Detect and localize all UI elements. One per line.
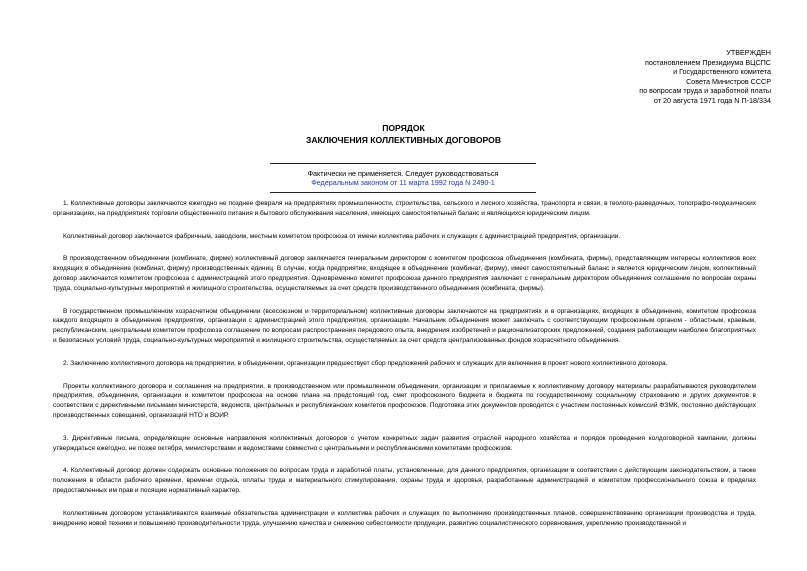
document-title	[0, 123, 807, 146]
approval-line: по вопросам труда и заработной платы	[639, 86, 771, 96]
note-divider-bottom	[270, 192, 536, 193]
paragraph: 1. Коллективные договоры заключаются ежегодно не позднее февраля на предприятиях промышленности, строительства, сельского и лесного хозяйства, транспорта и связи, в геолого-разведочных, топографо-геодезических организациях, на предприятиях торговли общественного питания и бытового обслуживания населения, имеющих самостоятельный баланс и являющихся юридическим лицом.	[53, 200, 756, 217]
approval-line: Совета Министров СССР	[686, 76, 771, 86]
paragraph: 3. Директивные письма, определяющие основные направления коллективных договоров с учетом конкретных задач развития отраслей народного хозяйства и порядок проведения колдоговорной кампании, должны утверждаться ежегодно, не позже октября, министерствами и ведомствами совместно с центральными и республиканскими комитетами профсоюзов.	[53, 434, 756, 452]
paragraph: В производственном объединении (комбинате, фирме) коллективный договор заключается генеральным директором с комитетом профсоюза объединения (комбината, фирмы), представляющим интересы коллективов всех входящих в объединение (комбинат, фирму) производственных единиц. В случае, когда предприятие, входящее в объединение (комбинат, фирму), имеет самостоятельный баланс и является юридическим лицом, коллективный договор заключается комитетом профсоюза с администрацией этого предприятия. Одновременно комитет профсоюза данного предприятия заключает с генеральным директором объединения соглашение по вопросам охраны труда, социально-культурных мероприятий и жилищного строительства, осуществляемых за счет средств производственного объединения (комбината, фирмы).	[53, 255, 756, 292]
paragraph: Коллективным договором устанавливаются взаимные обязательства администрации и коллектива рабочих и служащих по выполнению производственных планов, совершенствованию организации производства и труда, внедрению новой техники и повышению производительности труда, улучшению качества и снижению себестоимости продукции, развитию социалистического соревнования, укреплению производственной и	[53, 509, 756, 527]
paragraph: В государственном промышленном хозрасчетном объединении (всесоюзном и территориальном) коллективные договоры заключаются на предприятиях и в организациях, входящих в объединение, комитетом профсоюза каждого входящего в объединение предприятия, организации с администрацией этого предприятия, организации. Начальник объединения может заключать с соответствующим профсоюзным органом - областным, краевым, республиканским, центральным комитетом профсоюза соглашение по вопросам распространения передового опыта, внедрения изобретений и рационализаторских предложений, создания работающим наиболее благоприятных и безопасных условий труда, социально-культурных мероприятий и жилищного строительства, осуществляемых за счет средств централизованных фондов хозрасчетного объединения.	[53, 307, 756, 344]
paragraph: Коллективный договор заключается фабричным, заводским, местным комитетом профсоюза от имени коллектива рабочих и служащих с администрацией предприятия, организации.	[63, 232, 621, 240]
paragraph: 2. Заключению коллективного договора на предприятии, в объединении, организации предшествует сбор предложений рабочих и служащих для включения в проект нового коллективного договора.	[63, 359, 668, 367]
status-note	[270, 163, 536, 193]
law-reference-link[interactable]: Федеральным законом от 11 марта 1992 года N 2490-1	[311, 178, 495, 188]
approval-line: и Государственного комитета	[673, 67, 771, 77]
note-text: Фактически не применяется. Следует руководствоваться	[307, 169, 499, 178]
paragraph: 4. Коллективный договор должен содержать основные положения по вопросам труда и заработной платы, установленные, для данного предприятия, организации в соответствии с действующим законодательством, а также положения в области рабочего времени, времени отдыха, оплаты труда и материального стимулирования, охраны труда и здоровья, разработанные администрацией и комитетом профессионального союза в пределах предоставленных им прав и посящие нормативный характер.	[53, 467, 756, 494]
title-line-2: ЗАКЛЮЧЕНИЯ КОЛЛЕКТИВНЫХ ДОГОВОРОВ	[305, 134, 502, 145]
note-divider-top	[270, 163, 536, 164]
paragraph: Проекты коллективного договора и соглашения на предприятии, в производственном или промышленном объединении, организации и прилагаемые к коллективному договору материалы разрабатываются руководителем предприятия, объединения, организации и комитетом профсоюза на основе плана на предстоящий год, смет профсоюзного бюджета и бюджета по государственному социальному страхованию и других документов в соответствии с директивными письмами министерств, ведомств, центральных и республиканских комитетов профсоюзов. Подготовка этих документов проводится с участием постоянных комиссий ФЗМК, постоянно действующих производственных совещаний, организаций НТО и ВОИР.	[53, 382, 756, 419]
approval-line: УТВЕРЖДЕН	[726, 48, 771, 57]
approval-stamp	[511, 48, 771, 106]
document-body	[53, 199, 756, 541]
approval-line: от 20 августа 1971 года N П-18/334	[653, 95, 771, 105]
approval-line: постановлением Президиума ВЦСПС	[644, 57, 771, 67]
title-line-1: ПОРЯДОК	[382, 123, 425, 133]
